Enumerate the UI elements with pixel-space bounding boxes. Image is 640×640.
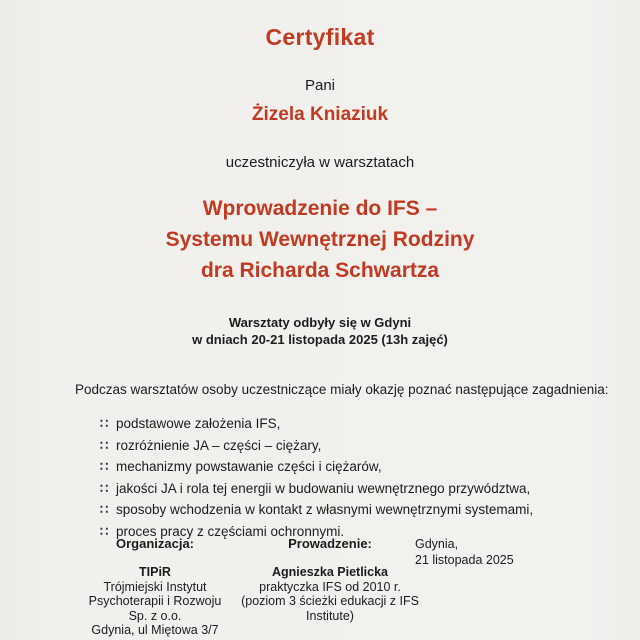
topics-list [100, 413, 640, 542]
topic-text: mechanizmy powstawanie części i ciężarów, [116, 459, 382, 474]
four-dot-bullet-icon: ∷ [100, 416, 109, 431]
organization-address: Gdynia, ul Miętowa 3/7 [91, 623, 219, 637]
topic-text: podstawowe założenia IFS, [116, 416, 281, 431]
place-date-block [415, 536, 575, 568]
workshop-meta-line1: Warsztaty odbyły się w Gdyni [228, 315, 412, 330]
organization-line1: Trójmiejski Instytut [103, 579, 207, 594]
workshop-meta [0, 314, 640, 348]
certificate-title: Certyfikat [265, 24, 375, 50]
workshop-title-line2: Systemu Wewnętrznej Rodziny [165, 228, 475, 251]
workshop-title [0, 193, 640, 286]
topic-item [100, 456, 640, 478]
four-dot-bullet-icon: ∷ [100, 523, 109, 539]
leader-line2: (poziom 3 ścieżki edukacji z IFS [241, 594, 419, 608]
organization-name: TIPiR [139, 565, 171, 579]
four-dot-bullet-icon: ∷ [100, 437, 109, 453]
topic-text: jakości JA i rola tej energii w budowaniu wewnętrznego przywództwa, [116, 480, 531, 496]
salutation: Pani [304, 77, 336, 94]
organization-heading: Organizacja: [115, 536, 195, 551]
topic-item [100, 413, 640, 435]
leader-heading: Prowadzenie: [288, 536, 372, 551]
organization-line3: Sp. z o.o. [128, 608, 182, 623]
four-dot-bullet-icon: ∷ [100, 480, 109, 496]
topics-intro: Podczas warsztatów osoby uczestniczące miały okazję poznać następujące zagadnienia: [75, 382, 609, 397]
topic-item [100, 478, 640, 500]
workshop-title-line1: Wprowadzenie do IFS – [202, 197, 438, 220]
four-dot-bullet-icon: ∷ [100, 459, 109, 474]
topic-item [100, 435, 640, 457]
topic-text: rozróżnienie JA – części – ciężary, [116, 437, 322, 453]
four-dot-bullet-icon: ∷ [100, 502, 109, 517]
leader-line3: Institute) [306, 608, 354, 623]
topic-item [100, 499, 640, 521]
organization-line2: Psychoterapii i Rozwoju [88, 594, 222, 608]
leader-block [235, 536, 425, 623]
place: Gdynia, [415, 537, 459, 551]
workshop-meta-line2: w dniach 20-21 listopada 2025 (13h zajęć) [192, 332, 448, 347]
topic-text: proces pracy z częściami ochronnymi. [116, 523, 345, 539]
participation-statement: uczestniczyła w warsztatach [225, 154, 415, 171]
date: 21 listopada 2025 [415, 553, 514, 567]
leader-line1: praktyczka IFS od 2010 r. [259, 579, 401, 594]
recipient-name: Żizela Kniaziuk [251, 104, 389, 125]
workshop-title-line3: dra Richarda Schwartza [200, 259, 440, 282]
leader-name: Agnieszka Pietlicka [271, 565, 389, 579]
topic-text: sposoby wchodzenia w kontakt z własnymi wewnętrznymi systemami, [116, 502, 534, 517]
organization-block [70, 536, 240, 638]
